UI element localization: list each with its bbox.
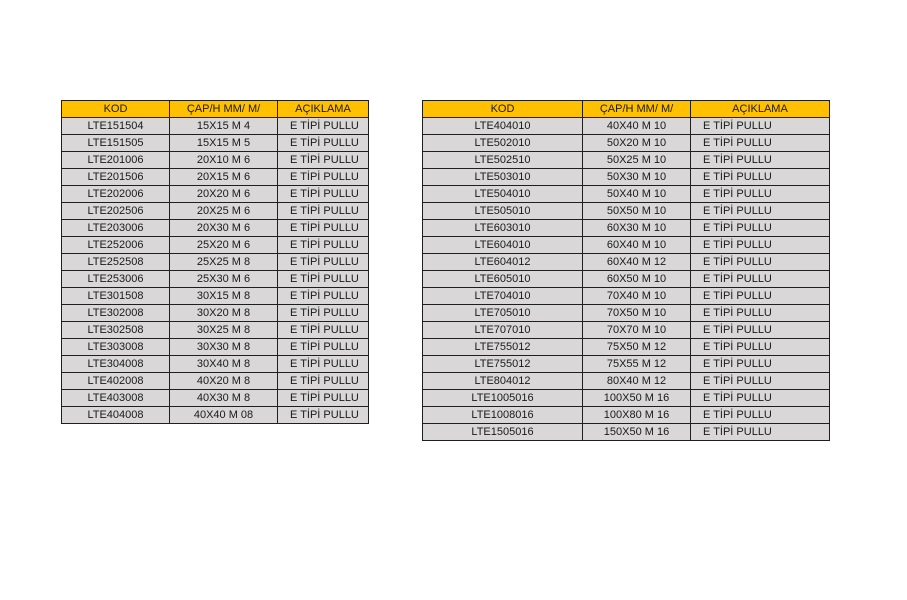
table-row (62, 271, 369, 288)
cell-cap: 60X40 M 12 (583, 254, 691, 271)
table-row (62, 373, 369, 390)
table-row (62, 407, 369, 424)
cell-kod: LTE1505016 (423, 424, 583, 441)
table-row (423, 254, 830, 271)
cell-kod: LTE151505 (62, 135, 170, 152)
table-row (423, 305, 830, 322)
cell-kod: LTE402008 (62, 373, 170, 390)
cell-cap: 70X50 M 10 (583, 305, 691, 322)
header-aciklama: AÇIKLAMA (278, 101, 369, 118)
table-row (62, 186, 369, 203)
table-row (62, 169, 369, 186)
cell-aciklama: E TİPİ PULLU (278, 339, 369, 356)
cell-cap: 75X55 M 12 (583, 356, 691, 373)
cell-kod: LTE605010 (423, 271, 583, 288)
cell-aciklama: E TİPİ PULLU (691, 322, 830, 339)
cell-cap: 25X25 M 8 (170, 254, 278, 271)
cell-kod: LTE604010 (423, 237, 583, 254)
table-row (423, 118, 830, 135)
cell-cap: 75X50 M 12 (583, 339, 691, 356)
cell-cap: 60X40 M 10 (583, 237, 691, 254)
cell-cap: 50X25 M 10 (583, 152, 691, 169)
cell-kod: LTE755012 (423, 356, 583, 373)
cell-cap: 30X30 M 8 (170, 339, 278, 356)
cell-aciklama: E TİPİ PULLU (691, 237, 830, 254)
cell-kod: LTE404008 (62, 407, 170, 424)
table-row (423, 271, 830, 288)
cell-kod: LTE151504 (62, 118, 170, 135)
header-aciklama: AÇIKLAMA (691, 101, 830, 118)
cell-cap: 30X20 M 8 (170, 305, 278, 322)
right-product-table (422, 100, 830, 441)
table-row (423, 407, 830, 424)
cell-aciklama: E TİPİ PULLU (691, 220, 830, 237)
cell-kod: LTE202506 (62, 203, 170, 220)
cell-cap: 20X10 M 6 (170, 152, 278, 169)
cell-aciklama: E TİPİ PULLU (278, 407, 369, 424)
table-row (423, 339, 830, 356)
cell-cap: 40X40 M 08 (170, 407, 278, 424)
cell-kod: LTE253006 (62, 271, 170, 288)
cell-cap: 30X15 M 8 (170, 288, 278, 305)
table-row (423, 424, 830, 441)
cell-kod: LTE707010 (423, 322, 583, 339)
cell-kod: LTE502510 (423, 152, 583, 169)
cell-kod: LTE304008 (62, 356, 170, 373)
table-row (62, 203, 369, 220)
cell-cap: 70X40 M 10 (583, 288, 691, 305)
cell-kod: LTE303008 (62, 339, 170, 356)
cell-cap: 20X15 M 6 (170, 169, 278, 186)
table-header-row (62, 101, 369, 118)
cell-kod: LTE252006 (62, 237, 170, 254)
cell-cap: 80X40 M 12 (583, 373, 691, 390)
cell-aciklama: E TİPİ PULLU (278, 322, 369, 339)
cell-cap: 150X50 M 16 (583, 424, 691, 441)
cell-kod: LTE603010 (423, 220, 583, 237)
cell-kod: LTE302508 (62, 322, 170, 339)
table-row (62, 220, 369, 237)
cell-aciklama: E TİPİ PULLU (691, 288, 830, 305)
cell-aciklama: E TİPİ PULLU (278, 169, 369, 186)
cell-kod: LTE604012 (423, 254, 583, 271)
cell-aciklama: E TİPİ PULLU (691, 407, 830, 424)
cell-kod: LTE502010 (423, 135, 583, 152)
cell-kod: LTE804012 (423, 373, 583, 390)
table-row (423, 373, 830, 390)
table-row (62, 254, 369, 271)
cell-cap: 20X25 M 6 (170, 203, 278, 220)
header-cap: ÇAP/H MM/ M/ (583, 101, 691, 118)
table-row (62, 305, 369, 322)
cell-kod: LTE1008016 (423, 407, 583, 424)
cell-aciklama: E TİPİ PULLU (278, 288, 369, 305)
cell-cap: 15X15 M 4 (170, 118, 278, 135)
table-header-row (423, 101, 830, 118)
cell-aciklama: E TİPİ PULLU (691, 169, 830, 186)
left-product-table (61, 100, 369, 424)
table-row (62, 135, 369, 152)
cell-kod: LTE404010 (423, 118, 583, 135)
table-row (62, 237, 369, 254)
cell-cap: 60X50 M 10 (583, 271, 691, 288)
cell-aciklama: E TİPİ PULLU (691, 424, 830, 441)
cell-kod: LTE301508 (62, 288, 170, 305)
cell-aciklama: E TİPİ PULLU (278, 390, 369, 407)
table-row (423, 169, 830, 186)
cell-aciklama: E TİPİ PULLU (691, 118, 830, 135)
cell-kod: LTE504010 (423, 186, 583, 203)
header-cap: ÇAP/H MM/ M/ (170, 101, 278, 118)
table-row (423, 288, 830, 305)
cell-kod: LTE755012 (423, 339, 583, 356)
cell-aciklama: E TİPİ PULLU (278, 118, 369, 135)
cell-cap: 70X70 M 10 (583, 322, 691, 339)
cell-cap: 60X30 M 10 (583, 220, 691, 237)
cell-aciklama: E TİPİ PULLU (278, 152, 369, 169)
cell-cap: 40X30 M 8 (170, 390, 278, 407)
cell-cap: 30X25 M 8 (170, 322, 278, 339)
cell-kod: LTE705010 (423, 305, 583, 322)
cell-aciklama: E TİPİ PULLU (691, 373, 830, 390)
cell-cap: 25X20 M 6 (170, 237, 278, 254)
cell-cap: 15X15 M 5 (170, 135, 278, 152)
table-row (423, 135, 830, 152)
table-row (423, 390, 830, 407)
cell-aciklama: E TİPİ PULLU (278, 254, 369, 271)
cell-kod: LTE201506 (62, 169, 170, 186)
cell-kod: LTE302008 (62, 305, 170, 322)
cell-kod: LTE252508 (62, 254, 170, 271)
cell-aciklama: E TİPİ PULLU (691, 135, 830, 152)
header-kod: KOD (62, 101, 170, 118)
cell-aciklama: E TİPİ PULLU (278, 373, 369, 390)
cell-aciklama: E TİPİ PULLU (691, 254, 830, 271)
cell-kod: LTE403008 (62, 390, 170, 407)
header-kod: KOD (423, 101, 583, 118)
cell-kod: LTE202006 (62, 186, 170, 203)
cell-kod: LTE505010 (423, 203, 583, 220)
cell-aciklama: E TİPİ PULLU (278, 305, 369, 322)
table-row (423, 203, 830, 220)
cell-cap: 40X20 M 8 (170, 373, 278, 390)
cell-cap: 30X40 M 8 (170, 356, 278, 373)
cell-kod: LTE201006 (62, 152, 170, 169)
table-row (62, 288, 369, 305)
cell-cap: 20X30 M 6 (170, 220, 278, 237)
cell-cap: 50X20 M 10 (583, 135, 691, 152)
cell-kod: LTE1005016 (423, 390, 583, 407)
cell-aciklama: E TİPİ PULLU (691, 339, 830, 356)
table-row (62, 390, 369, 407)
cell-cap: 25X30 M 6 (170, 271, 278, 288)
cell-aciklama: E TİPİ PULLU (691, 390, 830, 407)
cell-cap: 50X30 M 10 (583, 169, 691, 186)
cell-aciklama: E TİPİ PULLU (278, 237, 369, 254)
cell-aciklama: E TİPİ PULLU (691, 305, 830, 322)
cell-kod: LTE704010 (423, 288, 583, 305)
table-row (62, 118, 369, 135)
table-row (62, 339, 369, 356)
table-row (62, 152, 369, 169)
cell-aciklama: E TİPİ PULLU (278, 135, 369, 152)
cell-aciklama: E TİPİ PULLU (691, 203, 830, 220)
cell-cap: 50X40 M 10 (583, 186, 691, 203)
cell-cap: 100X50 M 16 (583, 390, 691, 407)
table-row (423, 186, 830, 203)
cell-aciklama: E TİPİ PULLU (691, 152, 830, 169)
cell-aciklama: E TİPİ PULLU (278, 203, 369, 220)
cell-cap: 50X50 M 10 (583, 203, 691, 220)
table-row (62, 322, 369, 339)
cell-kod: LTE203006 (62, 220, 170, 237)
table-row (423, 220, 830, 237)
table-row (423, 237, 830, 254)
cell-aciklama: E TİPİ PULLU (691, 186, 830, 203)
cell-aciklama: E TİPİ PULLU (278, 271, 369, 288)
cell-cap: 40X40 M 10 (583, 118, 691, 135)
cell-aciklama: E TİPİ PULLU (278, 186, 369, 203)
cell-aciklama: E TİPİ PULLU (691, 271, 830, 288)
cell-aciklama: E TİPİ PULLU (278, 356, 369, 373)
cell-aciklama: E TİPİ PULLU (278, 220, 369, 237)
cell-aciklama: E TİPİ PULLU (691, 356, 830, 373)
table-row (423, 356, 830, 373)
table-row (423, 152, 830, 169)
cell-kod: LTE503010 (423, 169, 583, 186)
cell-cap: 20X20 M 6 (170, 186, 278, 203)
cell-cap: 100X80 M 16 (583, 407, 691, 424)
table-row (423, 322, 830, 339)
table-row (62, 356, 369, 373)
